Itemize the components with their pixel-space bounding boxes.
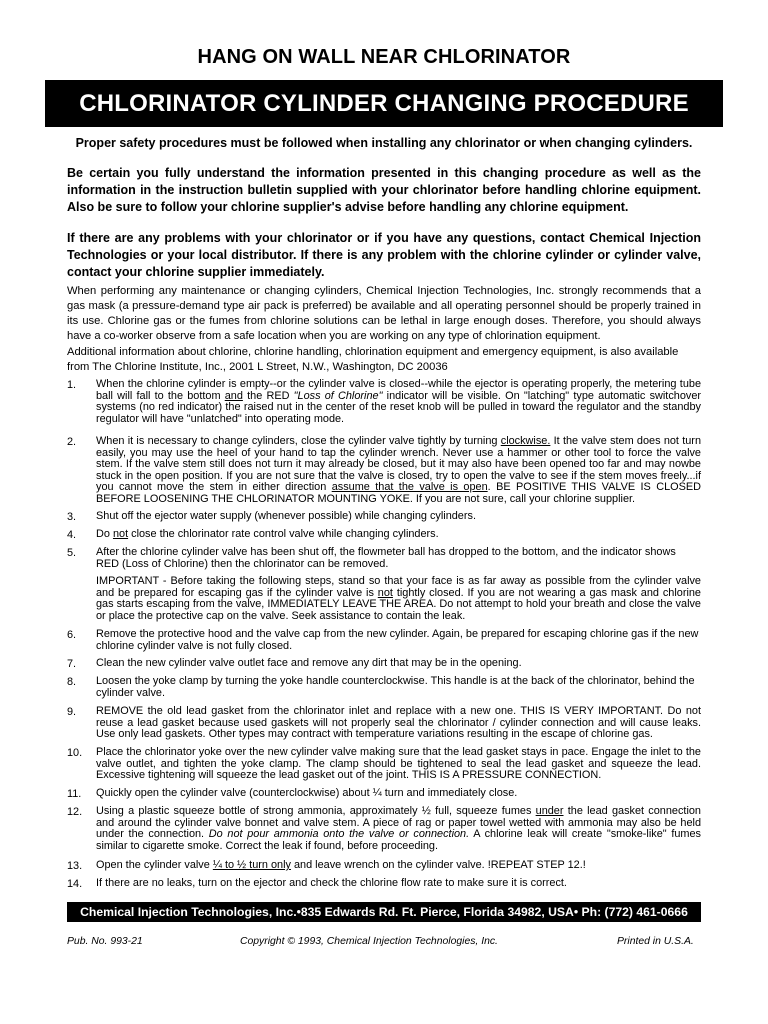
step-text: Place the chlorinator yoke over the new cylinder valve making sure that the lead gasket stays in pace. Engage the inlet to the valve outlet, and tighten the yoke clamp. The clamp should be tightened to seal the lead gasket and squeeze the lead. Excessive tightening will squeeze the lead gasket out of the joint. THIS IS A PRESSURE CONNECTION. <box>96 746 701 782</box>
step-number: 1. <box>67 379 77 391</box>
step-text: After the chlorine cylinder valve has been shut off, the flowmeter ball has dropped to the bottom, and the indicator shows RED (Loss of Chlorine) then the chlorinator can be removed. <box>96 546 676 570</box>
step-number: 6. <box>67 629 77 641</box>
problems-paragraph: If there are any problems with your chlorinator or if you have any questions, contact Chemical Injection Technologies or your local distributor. If there is any problem with the chlorine cylinder or cylinder valve, contact your chlorine supplier immediately. <box>67 231 701 279</box>
publication-number: Pub. No. 993-21 <box>67 936 143 947</box>
important-warning: IMPORTANT - Before taking the following steps, stand so that your face is as far away as possible from the cylinder valve and be prepared for escaping gas if the cylinder valve is not tightly closed. If you are not wearing a gas mask and chlorine gas starts escaping from the valve, IMMEDIATELY LEAVE THE AREA. Do not attempt to hold your breath and close the valve or place the protective cap on the valve. Seek assistance to contain the leak. <box>96 575 701 622</box>
step-text: Loosen the yoke clamp by turning the yoke handle counterclockwise. This handle is at the back of the chlorinator, behind the cylinder valve. <box>96 675 695 699</box>
step-text: Remove the protective hood and the valve cap from the new cylinder. Again, be prepared for escaping chlorine gas if the new chlorine cylinder valve is not fully closed. <box>96 628 699 652</box>
understand-paragraph: Be certain you fully understand the information presented in this changing procedure as well as the information in the instruction bulletin supplied with your chlorinator before handling chlorine equipment. Also be sure to follow your chlorine supplier's advise before handling any chlorine equipment. <box>67 166 701 214</box>
printed-location: Printed in U.S.A. <box>617 936 694 947</box>
step-text: Do not close the chlorinator rate control valve while changing cylinders. <box>96 528 439 540</box>
step-number: 11. <box>67 788 82 800</box>
additional-info-paragraph: Additional information about chlorine, chlorine handling, chlorination equipment and emergency equipment, is also available from The Chlorine Institute, Inc., 2001 L Street, N.W., Washington, DC 20036 <box>67 346 679 373</box>
step-text: Using a plastic squeeze bottle of strong ammonia, approximately ½ full, squeeze fumes under the lead gasket connection and around the cylinder valve bonnet and valve stem. A piece of rag or paper towel wetted with ammonia may also be held under the connection. Do not pour ammonia onto the valve or connection. A chlorine leak will create "smoke-like" fumes similar to cigarette smoke. Correct the leak if found, before proceeding. <box>96 805 701 852</box>
title-banner: CHLORINATOR CYLINDER CHANGING PROCEDURE <box>45 80 723 127</box>
step-text: REMOVE the old lead gasket from the chlorinator inlet and replace with a new one. THIS IS VERY IMPORTANT. Do not reuse a lead gasket because used gaskets will not properly seal the chlorinator / cylinder connection and will cause leaks. Use only lead gaskets. Other types may contract with temperature variations resulting in the escape of chlorine gas. <box>96 705 701 741</box>
copyright-notice: Copyright © 1993, Chemical Injection Technologies, Inc. <box>240 936 498 947</box>
step-number: 7. <box>67 658 77 670</box>
step-number: 3. <box>67 511 77 523</box>
step-text: Quickly open the cylinder valve (counterclockwise) about ¼ turn and immediately close. <box>96 787 518 799</box>
step-number: 10. <box>67 747 83 759</box>
step-number: 13. <box>67 860 83 872</box>
safety-line: Proper safety procedures must be followed when installing any chlorinator or when changing cylinders. <box>75 136 693 150</box>
company-footer-bar: Chemical Injection Technologies, Inc.•835 Edwards Rd. Ft. Pierce, Florida 34982, USA• Ph: (772) 461-0666 <box>67 902 701 922</box>
hang-notice: HANG ON WALL NEAR CHLORINATOR <box>197 46 571 68</box>
step-text: Shut off the ejector water supply (whenever possible) while changing cylinders. <box>96 510 476 522</box>
step-number: 8. <box>67 676 77 688</box>
step-number: 4. <box>67 529 77 541</box>
step-number: 5. <box>67 547 77 559</box>
step-text: When it is necessary to change cylinders, close the cylinder valve tightly by turning clockwise. It the valve stem does not turn easily, you may use the heel of your hand to tap the cylinder wrench. Never use a hammer or other tool to force the valve stem. If the valve stem still does not turn it may already be closed, but it may also have been opened too far and may nowbe stuck in the open position. If you are not sure that the valve is closed, try to open the valve to see if the stem moves freely...if you cannot move the stem in either direction assume that the valve is open. BE POSITIVE THIS VALVE IS CLOSED BEFORE LOOSENING THE CHLORINATOR MOUNTING YOKE. If you are not sure, call your chlorine supplier. <box>96 435 702 505</box>
step-text: When the chlorine cylinder is empty--or the cylinder valve is closed--while the ejector is operating properly, the metering tube ball will fall to the bottom and the RED "Loss of Chlorine" indicator will be visible. On "latching" type automatic switchover systems (no red indicator) the raised nut in the center of the reset knob will be pulled in toward the regulator and the standby regulator will have "unlatched" into operating mode. <box>96 378 702 425</box>
step-text: Clean the new cylinder valve outlet face and remove any dirt that may be in the opening. <box>96 657 522 669</box>
step-number: 9. <box>67 706 77 718</box>
step-number: 14. <box>67 878 83 890</box>
maintenance-paragraph: When performing any maintenance or changing cylinders, Chemical Injection Technologies, Inc. strongly recommends that a gas mask (a pressure-demand type air pack is preferred) be available and all operating personnel should be properly trained in its use. Chlorine gas or the fumes from chlorine solutions can be lethal in large enough doses. Therefore, you should always have a co-worker observe from a safe location when you are working on any type of chlorination equipment. <box>67 285 701 342</box>
step-number: 2. <box>67 436 77 448</box>
step-number: 12. <box>67 806 83 818</box>
step-text: If there are no leaks, turn on the ejector and check the chlorine flow rate to make sure it is correct. <box>96 877 567 889</box>
step-text: Open the cylinder valve ¼ to ½ turn only and leave wrench on the cylinder valve. !REPEAT STEP 12.! <box>96 859 586 871</box>
